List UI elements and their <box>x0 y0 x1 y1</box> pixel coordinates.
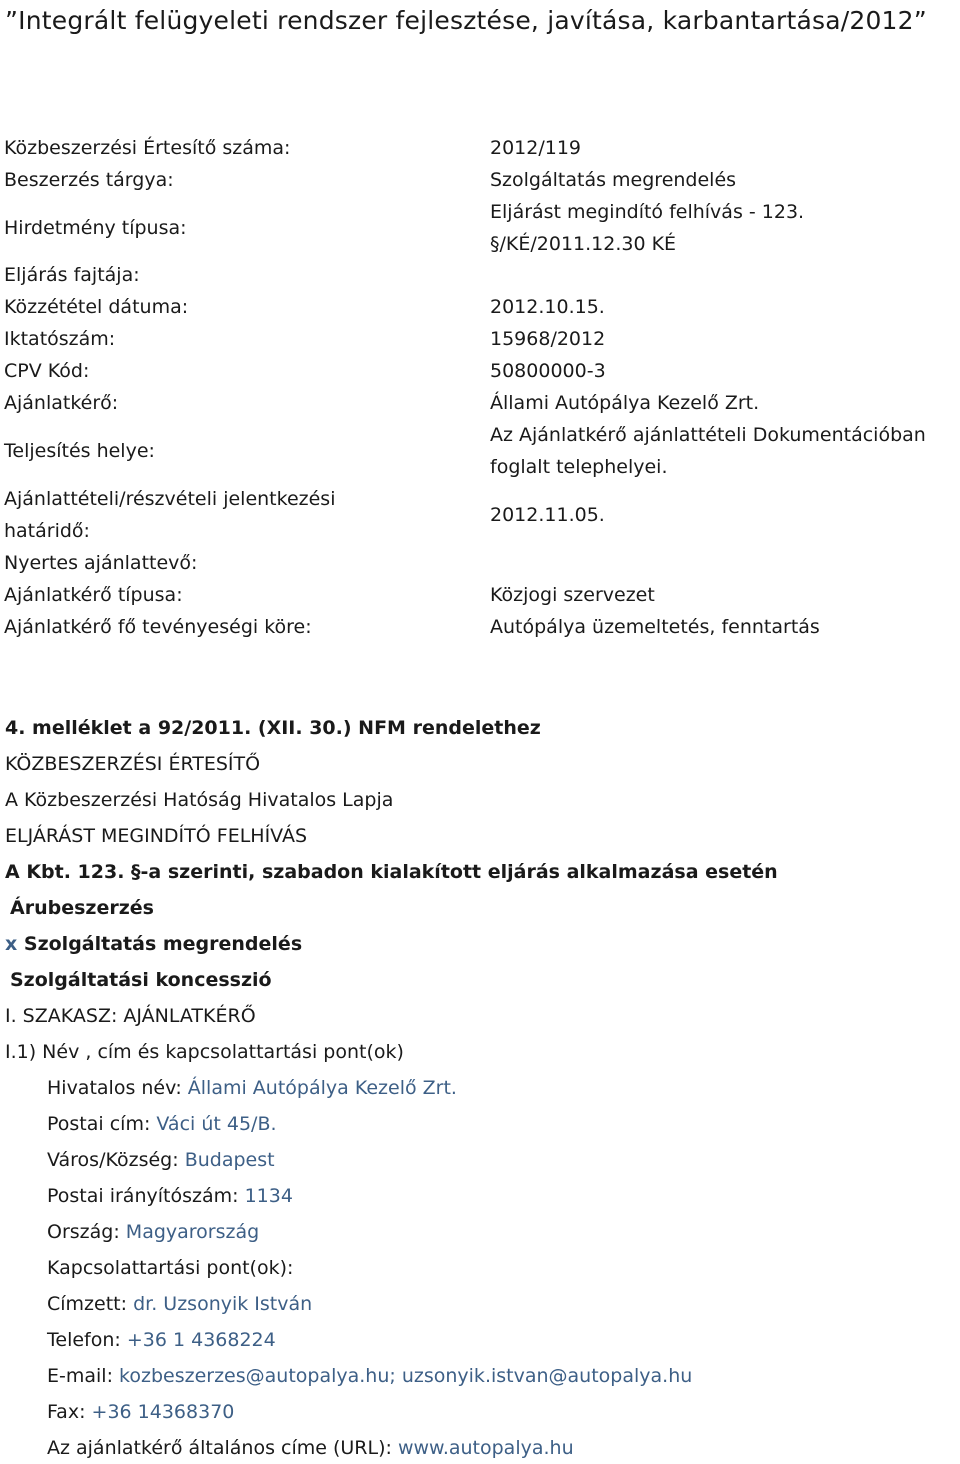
field-label-reference-number: Iktatószám: <box>4 328 116 350</box>
contact-zip-value: 1134 <box>244 1185 293 1207</box>
contact-fax-label: Fax: <box>47 1401 86 1423</box>
field-value-publication-date: 2012.10.15. <box>490 296 605 318</box>
subsection-heading: I.1) Név , cím és kapcsolattartási pont(ok) <box>5 1041 404 1063</box>
field-value-submission-deadline: 2012.11.05. <box>490 504 605 526</box>
field-label-procedure-type: Eljárás fajtája: <box>4 264 140 286</box>
option-concession: Szolgáltatási koncesszió <box>10 969 272 991</box>
field-label-bulletin-number: Közbeszerzési Értesítő száma: <box>4 137 291 159</box>
field-label-publication-date: Közzététel dátuma: <box>4 296 189 318</box>
contact-phone-label: Telefon: <box>47 1329 121 1351</box>
field-value-main-activity: Autópálya üzemeltetés, fenntartás <box>490 616 820 638</box>
field-label-notice-type: Hirdetmény típusa: <box>4 217 187 239</box>
contact-fax <box>47 1396 234 1428</box>
contact-city-value: Budapest <box>184 1149 275 1171</box>
option-services-checkmark: x <box>5 933 18 955</box>
field-value-authority-type: Közjogi szervezet <box>490 584 655 606</box>
field-value-contracting-authority: Állami Autópálya Kezelő Zrt. <box>490 392 760 414</box>
contact-recipient-value: dr. Uzsonyik István <box>133 1293 313 1315</box>
procedure-basis: A Kbt. 123. §-a szerinti, szabadon kialakított eljárás alkalmazása esetén <box>5 861 778 883</box>
contact-url-label: Az ajánlatkérő általános címe (URL): <box>47 1437 392 1459</box>
field-label-main-activity: Ajánlatkérő fő tevényeségi köre: <box>4 616 312 638</box>
gazette-name: KÖZBESZERZÉSI ÉRTESÍTŐ <box>5 753 261 775</box>
contact-official-name-label: Hivatalos név: <box>47 1077 182 1099</box>
contact-recipient-label: Címzett: <box>47 1293 128 1315</box>
annex-reference: 4. melléklet a 92/2011. (XII. 30.) NFM rendelethez <box>5 717 541 739</box>
contact-url-link[interactable]: www.autopalya.hu <box>397 1437 574 1459</box>
contact-email-link[interactable]: kozbeszerzes@autopalya.hu; uzsonyik.istvan@autopalya.hu <box>119 1365 693 1387</box>
field-value-notice-type: Eljárást megindító felhívás - 123. §/KÉ/2011.12.30 KÉ <box>490 201 805 255</box>
field-label-place-of-performance: Teljesítés helye: <box>4 440 155 462</box>
field-label-subject: Beszerzés tárgya: <box>4 169 174 191</box>
contact-country <box>47 1216 259 1248</box>
contact-phone-value: +36 1 4368224 <box>126 1329 276 1351</box>
field-label-submission-deadline: Ajánlattételi/részvételi jelentkezési határidő: <box>4 488 336 542</box>
contact-email <box>47 1360 692 1392</box>
gazette-subtitle: A Közbeszerzési Hatóság Hivatalos Lapja <box>5 789 394 811</box>
contact-fax-value: +36 14368370 <box>91 1401 235 1423</box>
field-value-subject: Szolgáltatás megrendelés <box>490 169 737 191</box>
option-goods: Árubeszerzés <box>10 897 154 919</box>
field-label-winning-bidder: Nyertes ajánlattevő: <box>4 552 198 574</box>
document-title: ”Integrált felügyeleti rendszer fejlesztése, javítása, karbantartása/2012” <box>5 6 927 35</box>
contact-zip-label: Postai irányítószám: <box>47 1185 239 1207</box>
section-heading: I. SZAKASZ: AJÁNLATKÉRŐ <box>5 1005 256 1027</box>
contact-postal-address-label: Postai cím: <box>47 1113 151 1135</box>
field-value-place-of-performance: Az Ajánlatkérő ajánlattételi Dokumentációban foglalt telephelyei. <box>490 424 926 478</box>
field-label-authority-type: Ajánlatkérő típusa: <box>4 584 183 606</box>
contact-city-label: Város/Község: <box>47 1149 179 1171</box>
option-services <box>5 928 302 960</box>
contact-official-name-value: Állami Autópálya Kezelő Zrt. <box>187 1077 457 1099</box>
option-services-label: Szolgáltatás megrendelés <box>23 933 303 955</box>
field-value-bulletin-number: 2012/119 <box>490 137 582 159</box>
contact-postal-address <box>47 1108 277 1140</box>
contact-country-value: Magyarország <box>125 1221 260 1243</box>
field-value-cpv-code: 50800000-3 <box>490 360 606 382</box>
field-label-contracting-authority: Ajánlatkérő: <box>4 392 119 414</box>
contact-city <box>47 1144 275 1176</box>
contact-points-label: Kapcsolattartási pont(ok): <box>47 1257 294 1279</box>
contact-zip <box>47 1180 293 1212</box>
contact-official-name <box>47 1072 457 1104</box>
field-label-cpv-code: CPV Kód: <box>4 360 90 382</box>
contact-url <box>47 1432 574 1464</box>
contact-postal-address-value: Váci út 45/B. <box>156 1113 277 1135</box>
contact-country-label: Ország: <box>47 1221 120 1243</box>
contact-email-label: E-mail: <box>47 1365 113 1387</box>
notice-type-heading: ELJÁRÁST MEGINDÍTÓ FELHÍVÁS <box>5 825 308 847</box>
contact-recipient <box>47 1288 312 1320</box>
field-value-reference-number: 15968/2012 <box>490 328 606 350</box>
contact-phone <box>47 1324 276 1356</box>
